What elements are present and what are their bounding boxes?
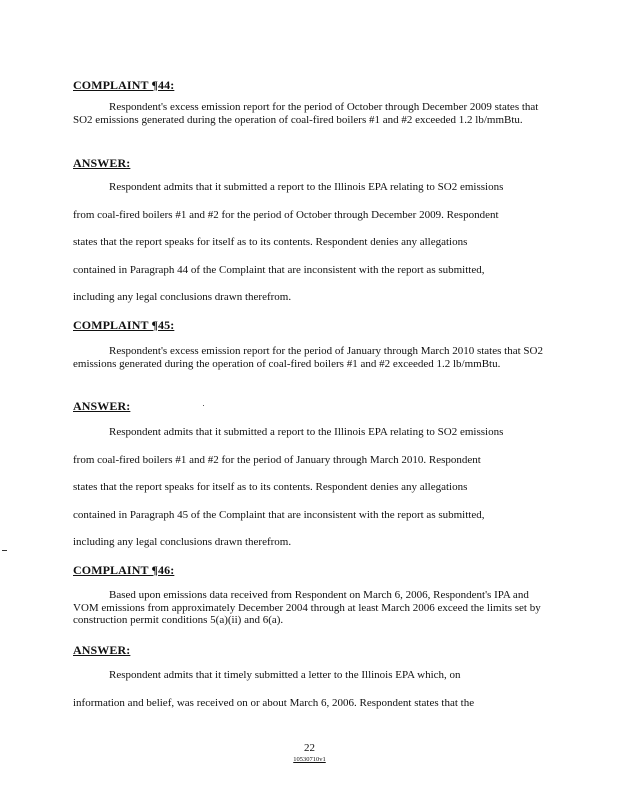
- complaint-46-heading: COMPLAINT ¶46:: [73, 563, 175, 577]
- document-id: 10530710v1: [293, 756, 326, 763]
- answer-45-heading: ANSWER:: [73, 399, 131, 413]
- complaint-46-text: Based upon emissions data received from Respondent on March 6, 2006, Respondent's IPA and VOM emissions from approximately December 2004 through at least March 2006 exceed the limits set by construction permit conditions 5(a)(ii) and 6(a).: [73, 589, 541, 626]
- answer-45-line: Respondent admits that it submitted a report to the Illinois EPA relating to SO2 emissions: [109, 426, 504, 438]
- answer-46-heading: ANSWER:: [73, 643, 131, 657]
- complaint-44-text: Respondent's excess emission report for the period of October through December 2009 states that SO2 emissions generated during the operation of coal-fired boilers #1 and #2 exceeded 1.2 lb/mmBtu.: [73, 101, 539, 126]
- answer-46-line: Respondent admits that it timely submitted a letter to the Illinois EPA which, on: [109, 669, 461, 681]
- answer-46-line: information and belief, was received on or about March 6, 2006. Respondent states that the: [73, 697, 475, 709]
- complaint-44-heading: COMPLAINT ¶44:: [73, 78, 175, 92]
- answer-45-line: including any legal conclusions drawn therefrom.: [73, 536, 292, 548]
- answer-44-line: including any legal conclusions drawn therefrom.: [73, 291, 292, 303]
- answer-44-line: Respondent admits that it submitted a report to the Illinois EPA relating to SO2 emissions: [109, 181, 504, 193]
- scan-speck: [203, 405, 204, 406]
- answer-45-line: states that the report speaks for itself as to its contents. Respondent denies any allegations: [73, 481, 468, 493]
- answer-45-line: from coal-fired boilers #1 and #2 for the period of January through March 2010. Respondent: [73, 454, 481, 466]
- answer-44-line: from coal-fired boilers #1 and #2 for the period of October through December 2009. Respondent: [73, 209, 499, 221]
- answer-44-heading: ANSWER:: [73, 156, 131, 170]
- answer-44-line: contained in Paragraph 44 of the Complaint that are inconsistent with the report as submitted,: [73, 264, 485, 276]
- margin-mark: [2, 550, 7, 551]
- answer-45-line: contained in Paragraph 45 of the Complaint that are inconsistent with the report as submitted,: [73, 509, 485, 521]
- complaint-45-heading: COMPLAINT ¶45:: [73, 318, 175, 332]
- answer-44-line: states that the report speaks for itself as to its contents. Respondent denies any allegations: [73, 236, 468, 248]
- complaint-45-text: Respondent's excess emission report for the period of January through March 2010 states that SO2 emissions generated during the operation of coal-fired boilers #1 and #2 exceeded 1.2 lb/mmBtu.: [73, 345, 543, 370]
- page-number: 22: [304, 742, 315, 754]
